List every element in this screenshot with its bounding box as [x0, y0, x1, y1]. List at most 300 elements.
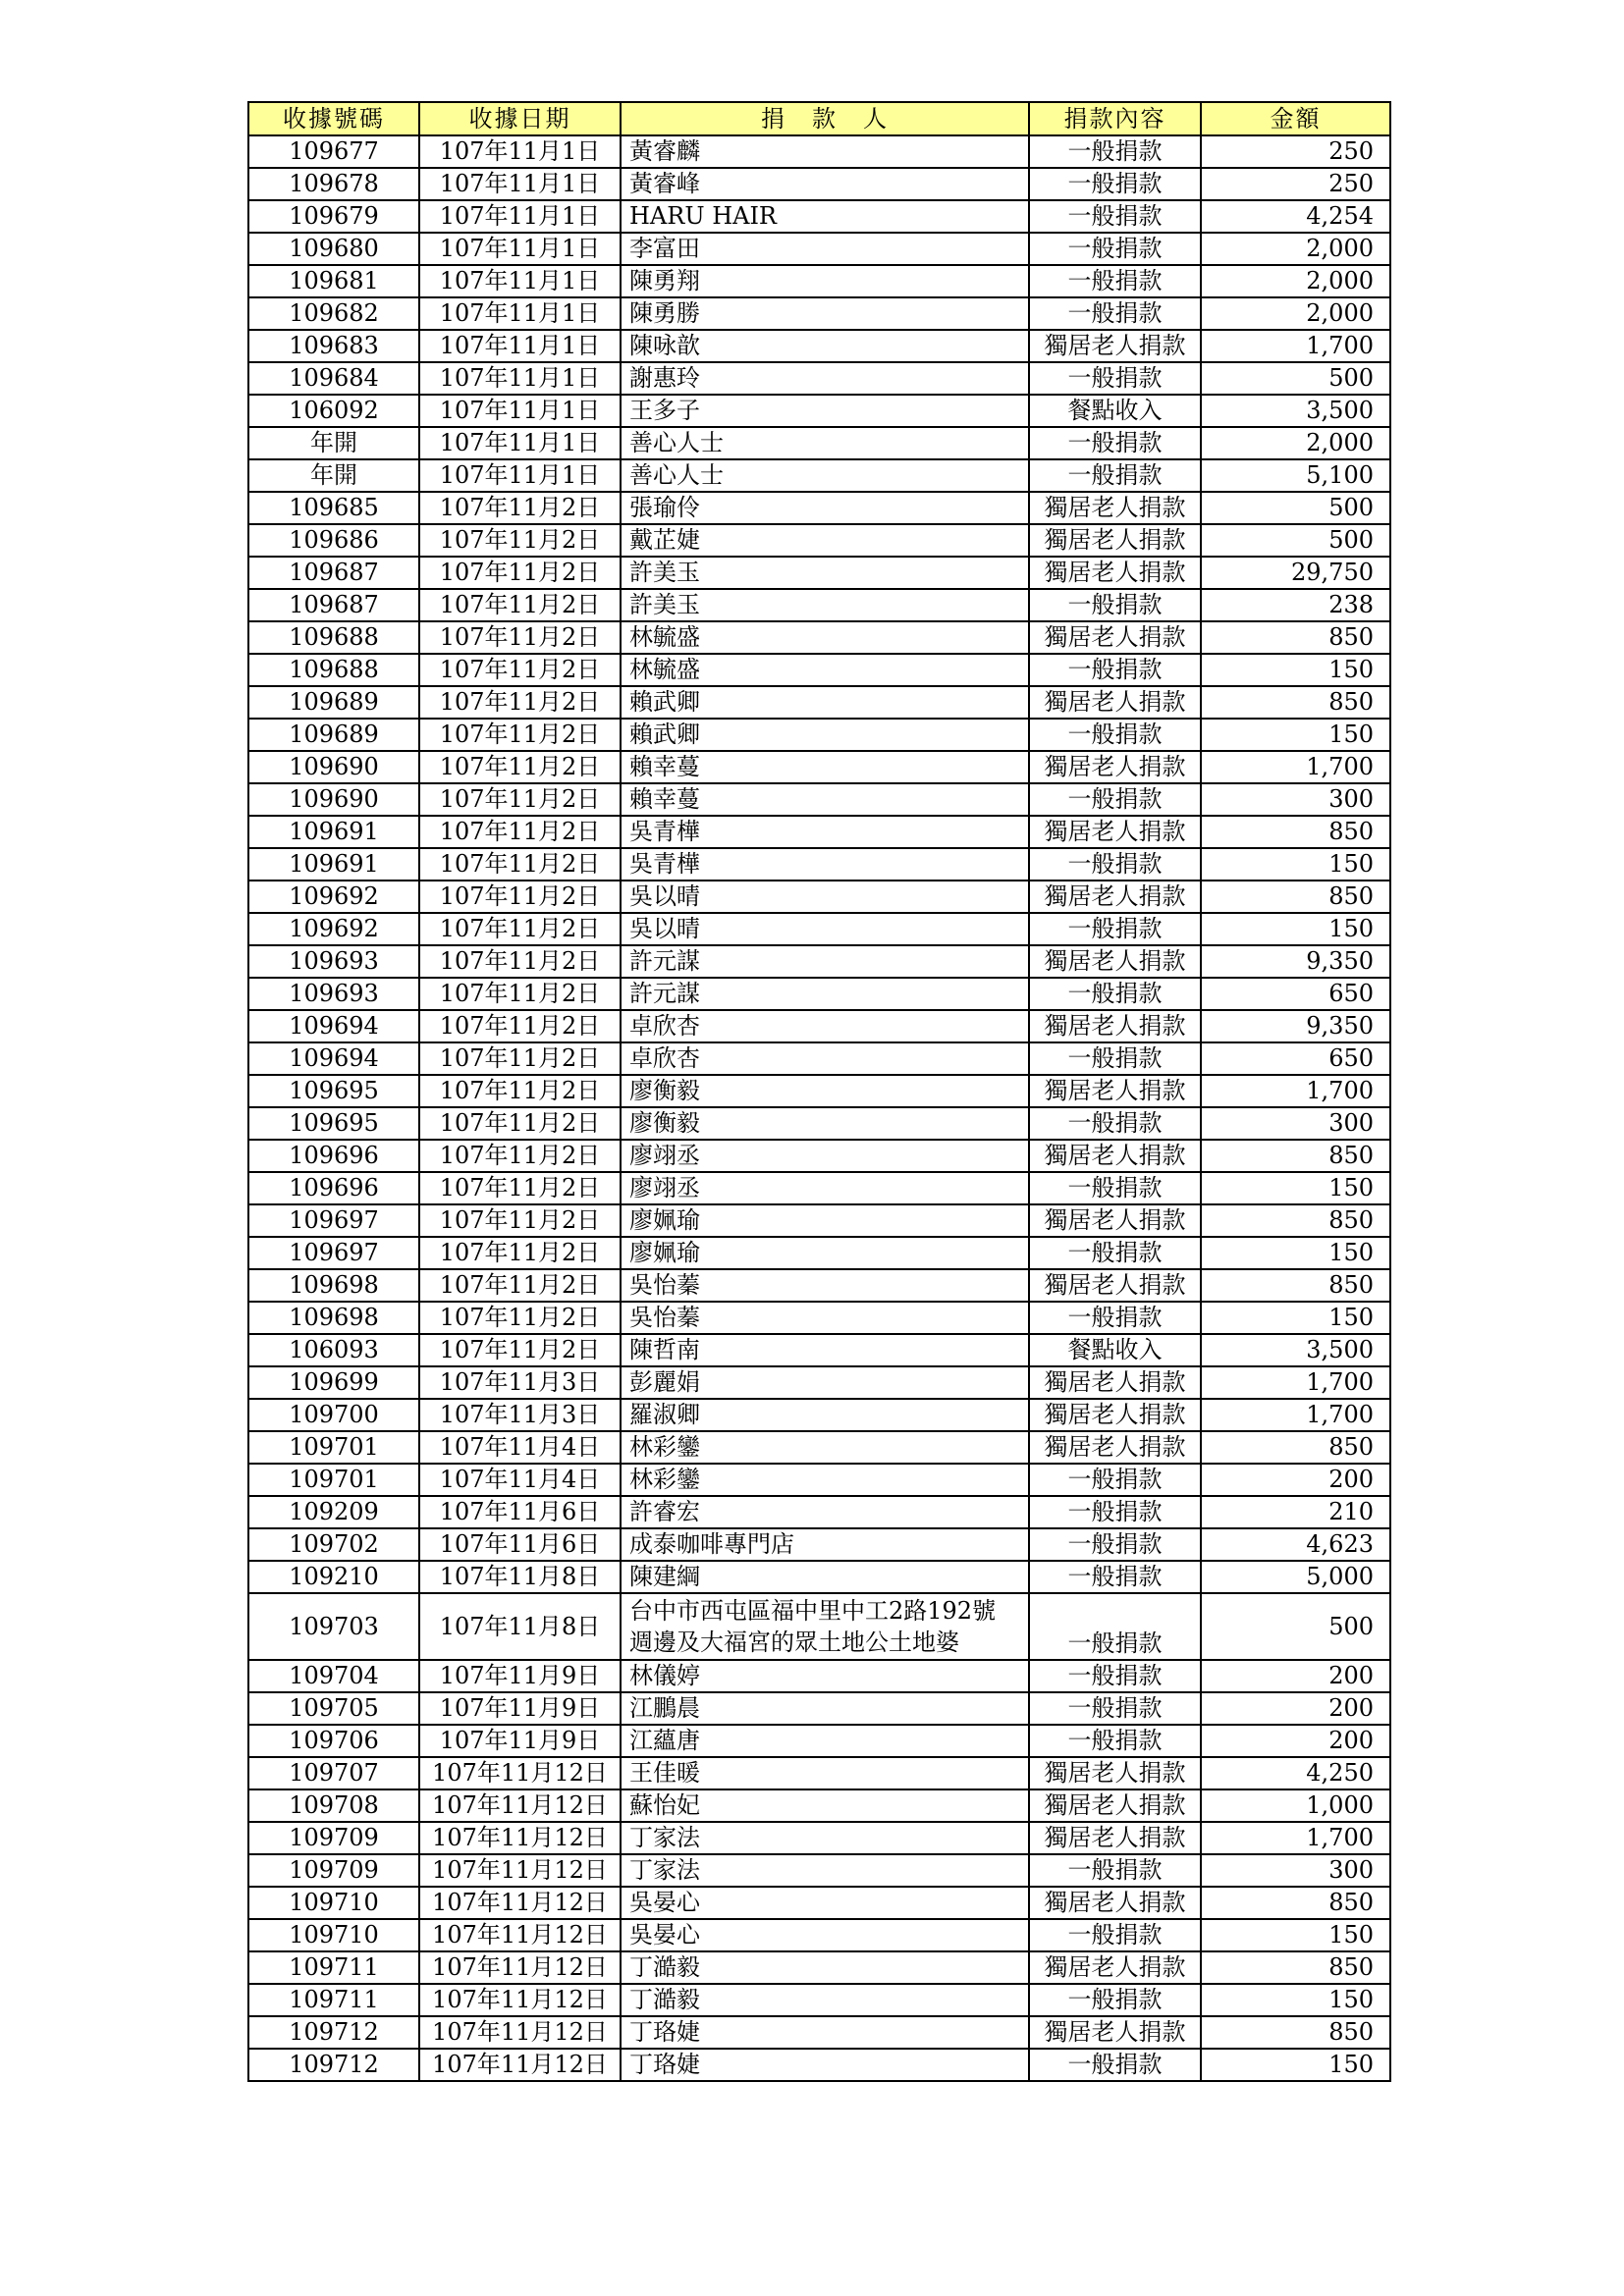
cell-amount: 200 [1201, 1660, 1390, 1692]
table-row [248, 621, 1390, 654]
cell-donation-content: 獨居老人捐款 [1029, 1269, 1201, 1302]
table-row [248, 427, 1390, 459]
table-row [248, 1660, 1390, 1692]
cell-receipt-date: 107年11月8日 [419, 1593, 621, 1660]
table-row [248, 719, 1390, 751]
cell-receipt-no: 106092 [248, 395, 419, 427]
cell-amount: 500 [1201, 492, 1390, 524]
cell-donor: 王佳暖 [621, 1757, 1029, 1789]
cell-amount: 200 [1201, 1725, 1390, 1757]
cell-receipt-no: 109678 [248, 168, 419, 200]
cell-receipt-no: 109697 [248, 1204, 419, 1237]
cell-donor: HARU HAIR [621, 200, 1029, 233]
cell-donation-content: 一般捐款 [1029, 2049, 1201, 2081]
cell-receipt-date: 107年11月12日 [419, 1822, 621, 1854]
cell-receipt-date: 107年11月12日 [419, 2016, 621, 2049]
cell-donation-content: 一般捐款 [1029, 1984, 1201, 2016]
table-row [248, 1951, 1390, 1984]
cell-donation-content: 一般捐款 [1029, 848, 1201, 881]
cell-donor: 林彩鑾 [621, 1464, 1029, 1496]
cell-donor: 廖姵瑜 [621, 1237, 1029, 1269]
cell-amount: 850 [1201, 1140, 1390, 1172]
cell-donation-content: 一般捐款 [1029, 1660, 1201, 1692]
cell-donation-content: 獨居老人捐款 [1029, 330, 1201, 362]
cell-amount: 1,700 [1201, 1822, 1390, 1854]
table-row [248, 654, 1390, 686]
cell-receipt-date: 107年11月12日 [419, 1789, 621, 1822]
table-row [248, 1366, 1390, 1399]
cell-donation-content: 獨居老人捐款 [1029, 686, 1201, 719]
cell-donation-content: 獨居老人捐款 [1029, 2016, 1201, 2049]
table-row [248, 1822, 1390, 1854]
cell-amount: 1,700 [1201, 1366, 1390, 1399]
cell-amount: 650 [1201, 1042, 1390, 1075]
table-row [248, 2016, 1390, 2049]
table-row [248, 459, 1390, 492]
cell-donation-content: 獨居老人捐款 [1029, 1075, 1201, 1107]
cell-receipt-date: 107年11月9日 [419, 1660, 621, 1692]
cell-receipt-no: 109210 [248, 1561, 419, 1593]
cell-donation-content: 獨居老人捐款 [1029, 621, 1201, 654]
cell-amount: 1,700 [1201, 1399, 1390, 1431]
cell-donation-content: 一般捐款 [1029, 1496, 1201, 1528]
cell-donation-content: 一般捐款 [1029, 135, 1201, 168]
cell-donor: 丁珞婕 [621, 2049, 1029, 2081]
cell-amount: 850 [1201, 816, 1390, 848]
table-row [248, 1399, 1390, 1431]
cell-receipt-no: 109688 [248, 654, 419, 686]
cell-receipt-no: 109696 [248, 1172, 419, 1204]
cell-donor: 丁家法 [621, 1854, 1029, 1887]
cell-donor: 卓欣杏 [621, 1042, 1029, 1075]
cell-receipt-no: 年開 [248, 459, 419, 492]
header-receipt-date: 收據日期 [419, 102, 621, 135]
table-row [248, 783, 1390, 816]
cell-donor: 賴武卿 [621, 719, 1029, 751]
table-row [248, 1757, 1390, 1789]
cell-donor: 林毓盛 [621, 654, 1029, 686]
table-row [248, 1984, 1390, 2016]
cell-receipt-date: 107年11月1日 [419, 330, 621, 362]
cell-receipt-date: 107年11月2日 [419, 524, 621, 557]
cell-receipt-date: 107年11月12日 [419, 1919, 621, 1951]
cell-donation-content: 獨居老人捐款 [1029, 557, 1201, 589]
table-row [248, 1887, 1390, 1919]
cell-donor: 丁澔毅 [621, 1951, 1029, 1984]
cell-receipt-no: 109697 [248, 1237, 419, 1269]
cell-donation-content: 一般捐款 [1029, 200, 1201, 233]
cell-donation-content: 一般捐款 [1029, 1593, 1201, 1660]
cell-amount: 150 [1201, 1237, 1390, 1269]
table-row [248, 1431, 1390, 1464]
cell-receipt-no: 109695 [248, 1107, 419, 1140]
cell-receipt-no: 109708 [248, 1789, 419, 1822]
cell-donation-content: 獨居老人捐款 [1029, 1757, 1201, 1789]
table-row [248, 1496, 1390, 1528]
table-row [248, 362, 1390, 395]
cell-donor: 李富田 [621, 233, 1029, 265]
cell-receipt-date: 107年11月3日 [419, 1399, 621, 1431]
cell-receipt-date: 107年11月1日 [419, 427, 621, 459]
cell-donation-content: 獨居老人捐款 [1029, 1887, 1201, 1919]
cell-donor: 王多子 [621, 395, 1029, 427]
cell-receipt-date: 107年11月2日 [419, 557, 621, 589]
cell-receipt-no: 109698 [248, 1302, 419, 1334]
cell-donation-content: 一般捐款 [1029, 719, 1201, 751]
cell-donor: 黃睿峰 [621, 168, 1029, 200]
cell-donor: 廖衡毅 [621, 1107, 1029, 1140]
cell-amount: 4,623 [1201, 1528, 1390, 1561]
cell-amount: 500 [1201, 524, 1390, 557]
cell-donor: 吳以晴 [621, 913, 1029, 945]
table-row [248, 1593, 1390, 1660]
cell-donor: 卓欣杏 [621, 1010, 1029, 1042]
cell-receipt-no: 109685 [248, 492, 419, 524]
cell-receipt-date: 107年11月2日 [419, 783, 621, 816]
table-row [248, 1334, 1390, 1366]
cell-receipt-date: 107年11月2日 [419, 1107, 621, 1140]
header-donor: 捐 款 人 [621, 102, 1029, 135]
cell-receipt-date: 107年11月2日 [419, 719, 621, 751]
cell-donation-content: 一般捐款 [1029, 1919, 1201, 1951]
cell-donor: 陳咏歆 [621, 330, 1029, 362]
cell-receipt-date: 107年11月2日 [419, 1269, 621, 1302]
cell-donor: 林毓盛 [621, 621, 1029, 654]
cell-receipt-no: 109690 [248, 751, 419, 783]
cell-receipt-date: 107年11月1日 [419, 200, 621, 233]
cell-donor: 賴幸蔓 [621, 783, 1029, 816]
cell-receipt-date: 107年11月12日 [419, 1887, 621, 1919]
cell-amount: 210 [1201, 1496, 1390, 1528]
cell-donor: 成泰咖啡專門店 [621, 1528, 1029, 1561]
cell-receipt-date: 107年11月1日 [419, 168, 621, 200]
cell-donor: 陳勇翔 [621, 265, 1029, 297]
cell-receipt-no: 109696 [248, 1140, 419, 1172]
table-row [248, 200, 1390, 233]
cell-receipt-no: 109209 [248, 1496, 419, 1528]
cell-donor: 丁家法 [621, 1822, 1029, 1854]
cell-amount: 150 [1201, 654, 1390, 686]
cell-donor: 許元謀 [621, 978, 1029, 1010]
cell-donor: 林儀婷 [621, 1660, 1029, 1692]
cell-amount: 200 [1201, 1692, 1390, 1725]
cell-donor: 吳青樺 [621, 848, 1029, 881]
cell-donation-content: 一般捐款 [1029, 362, 1201, 395]
table-row [248, 557, 1390, 589]
cell-donor: 賴武卿 [621, 686, 1029, 719]
cell-donor: 羅淑卿 [621, 1399, 1029, 1431]
cell-receipt-no: 109691 [248, 816, 419, 848]
cell-receipt-no: 109701 [248, 1464, 419, 1496]
cell-donor: 黃睿麟 [621, 135, 1029, 168]
cell-receipt-date: 107年11月8日 [419, 1561, 621, 1593]
cell-receipt-no: 109684 [248, 362, 419, 395]
cell-receipt-no: 109688 [248, 621, 419, 654]
cell-donor: 吳晏心 [621, 1919, 1029, 1951]
table-row [248, 168, 1390, 200]
cell-amount: 1,700 [1201, 751, 1390, 783]
cell-receipt-date: 107年11月1日 [419, 233, 621, 265]
table-row [248, 848, 1390, 881]
cell-receipt-date: 107年11月2日 [419, 1075, 621, 1107]
cell-amount: 2,000 [1201, 265, 1390, 297]
cell-donation-content: 獨居老人捐款 [1029, 1431, 1201, 1464]
cell-donation-content: 獨居老人捐款 [1029, 816, 1201, 848]
cell-amount: 2,000 [1201, 233, 1390, 265]
cell-donor: 善心人士 [621, 427, 1029, 459]
cell-receipt-no: 109706 [248, 1725, 419, 1757]
cell-receipt-no: 109679 [248, 200, 419, 233]
header-receipt-no: 收據號碼 [248, 102, 419, 135]
cell-amount: 850 [1201, 881, 1390, 913]
cell-donor: 吳怡蓁 [621, 1269, 1029, 1302]
cell-receipt-no: 109687 [248, 557, 419, 589]
cell-receipt-date: 107年11月2日 [419, 654, 621, 686]
cell-amount: 4,250 [1201, 1757, 1390, 1789]
cell-donor: 戴芷婕 [621, 524, 1029, 557]
cell-amount: 1,700 [1201, 330, 1390, 362]
cell-amount: 1,000 [1201, 1789, 1390, 1822]
cell-amount: 250 [1201, 168, 1390, 200]
table-row [248, 1854, 1390, 1887]
cell-amount: 850 [1201, 1887, 1390, 1919]
cell-donor: 許元謀 [621, 945, 1029, 978]
table-row [248, 330, 1390, 362]
table-row [248, 1528, 1390, 1561]
cell-donation-content: 獨居老人捐款 [1029, 524, 1201, 557]
table-row [248, 1269, 1390, 1302]
cell-receipt-date: 107年11月2日 [419, 1042, 621, 1075]
cell-receipt-no: 109683 [248, 330, 419, 362]
cell-donation-content: 一般捐款 [1029, 1107, 1201, 1140]
cell-receipt-date: 107年11月12日 [419, 1854, 621, 1887]
cell-donor: 謝惠玲 [621, 362, 1029, 395]
cell-donor: 廖翊丞 [621, 1172, 1029, 1204]
cell-receipt-no: 109692 [248, 913, 419, 945]
cell-amount: 650 [1201, 978, 1390, 1010]
cell-donor: 吳怡蓁 [621, 1302, 1029, 1334]
cell-donation-content: 一般捐款 [1029, 1302, 1201, 1334]
cell-amount: 2,000 [1201, 297, 1390, 330]
cell-donor: 彭麗娟 [621, 1366, 1029, 1399]
cell-amount: 850 [1201, 1204, 1390, 1237]
cell-receipt-date: 107年11月12日 [419, 1951, 621, 1984]
cell-donor: 丁珞婕 [621, 2016, 1029, 2049]
table-row [248, 751, 1390, 783]
cell-amount: 250 [1201, 135, 1390, 168]
cell-amount: 850 [1201, 1951, 1390, 1984]
cell-receipt-date: 107年11月6日 [419, 1496, 621, 1528]
cell-receipt-no: 109698 [248, 1269, 419, 1302]
cell-amount: 850 [1201, 686, 1390, 719]
cell-amount: 850 [1201, 621, 1390, 654]
cell-amount: 850 [1201, 1431, 1390, 1464]
cell-receipt-no: 109710 [248, 1919, 419, 1951]
table-row [248, 492, 1390, 524]
cell-receipt-no: 109691 [248, 848, 419, 881]
table-row [248, 881, 1390, 913]
table-row [248, 233, 1390, 265]
cell-receipt-date: 107年11月2日 [419, 686, 621, 719]
cell-receipt-date: 107年11月2日 [419, 816, 621, 848]
cell-amount: 300 [1201, 1854, 1390, 1887]
cell-donation-content: 一般捐款 [1029, 1725, 1201, 1757]
cell-receipt-date: 107年11月1日 [419, 362, 621, 395]
cell-receipt-date: 107年11月2日 [419, 751, 621, 783]
cell-receipt-no: 109677 [248, 135, 419, 168]
cell-amount: 1,700 [1201, 1075, 1390, 1107]
cell-receipt-date: 107年11月2日 [419, 621, 621, 654]
cell-donation-content: 一般捐款 [1029, 589, 1201, 621]
cell-receipt-date: 107年11月1日 [419, 265, 621, 297]
cell-amount: 238 [1201, 589, 1390, 621]
cell-donor: 許美玉 [621, 589, 1029, 621]
cell-receipt-date: 107年11月2日 [419, 945, 621, 978]
cell-receipt-date: 107年11月1日 [419, 395, 621, 427]
cell-amount: 150 [1201, 719, 1390, 751]
cell-amount: 300 [1201, 783, 1390, 816]
cell-amount: 5,000 [1201, 1561, 1390, 1593]
cell-amount: 500 [1201, 362, 1390, 395]
cell-receipt-no: 109686 [248, 524, 419, 557]
table-row [248, 265, 1390, 297]
cell-receipt-no: 109682 [248, 297, 419, 330]
cell-donation-content: 一般捐款 [1029, 1042, 1201, 1075]
table-row [248, 135, 1390, 168]
cell-receipt-no: 109702 [248, 1528, 419, 1561]
cell-receipt-date: 107年11月3日 [419, 1366, 621, 1399]
cell-donation-content: 獨居老人捐款 [1029, 1399, 1201, 1431]
table-row [248, 1204, 1390, 1237]
cell-donor: 台中市西屯區福中里中工2路192號 週邊及大福宮的眾土地公土地婆 [621, 1593, 1029, 1660]
table-row [248, 1010, 1390, 1042]
cell-amount: 9,350 [1201, 945, 1390, 978]
cell-donor: 吳晏心 [621, 1887, 1029, 1919]
table-row [248, 686, 1390, 719]
cell-donation-content: 獨居老人捐款 [1029, 1951, 1201, 1984]
cell-donation-content: 一般捐款 [1029, 654, 1201, 686]
table-row [248, 1237, 1390, 1269]
cell-receipt-date: 107年11月2日 [419, 1334, 621, 1366]
cell-receipt-date: 107年11月2日 [419, 881, 621, 913]
cell-donation-content: 一般捐款 [1029, 459, 1201, 492]
cell-donor: 江蘊唐 [621, 1725, 1029, 1757]
cell-receipt-no: 109690 [248, 783, 419, 816]
cell-receipt-no: 109703 [248, 1593, 419, 1660]
cell-receipt-date: 107年11月1日 [419, 135, 621, 168]
cell-donation-content: 一般捐款 [1029, 1561, 1201, 1593]
cell-receipt-no: 109712 [248, 2049, 419, 2081]
table-row [248, 2049, 1390, 2081]
cell-donation-content: 一般捐款 [1029, 1237, 1201, 1269]
cell-donation-content: 一般捐款 [1029, 233, 1201, 265]
cell-receipt-no: 106093 [248, 1334, 419, 1366]
cell-donation-content: 一般捐款 [1029, 1692, 1201, 1725]
cell-amount: 3,500 [1201, 395, 1390, 427]
cell-donor: 陳勇勝 [621, 297, 1029, 330]
table-row [248, 1107, 1390, 1140]
cell-donation-content: 一般捐款 [1029, 1172, 1201, 1204]
cell-donor: 江鵬晨 [621, 1692, 1029, 1725]
cell-receipt-date: 107年11月2日 [419, 848, 621, 881]
donation-table [247, 101, 1391, 2082]
table-row [248, 1302, 1390, 1334]
cell-receipt-no: 109687 [248, 589, 419, 621]
header-donation-content: 捐款內容 [1029, 102, 1201, 135]
header-row [248, 102, 1390, 135]
cell-donor: 賴幸蔓 [621, 751, 1029, 783]
cell-donation-content: 一般捐款 [1029, 265, 1201, 297]
cell-donation-content: 獨居老人捐款 [1029, 945, 1201, 978]
table-row [248, 1561, 1390, 1593]
table-row [248, 395, 1390, 427]
cell-donation-content: 一般捐款 [1029, 1464, 1201, 1496]
cell-amount: 150 [1201, 1984, 1390, 2016]
cell-donor: 丁澔毅 [621, 1984, 1029, 2016]
cell-donation-content: 獨居老人捐款 [1029, 1366, 1201, 1399]
cell-receipt-date: 107年11月9日 [419, 1692, 621, 1725]
cell-receipt-date: 107年11月2日 [419, 1010, 621, 1042]
cell-donor: 許睿宏 [621, 1496, 1029, 1528]
cell-donor: 林彩鑾 [621, 1431, 1029, 1464]
table-row [248, 589, 1390, 621]
cell-amount: 850 [1201, 1269, 1390, 1302]
cell-donor: 吳以晴 [621, 881, 1029, 913]
cell-amount: 150 [1201, 2049, 1390, 2081]
cell-receipt-no: 109710 [248, 1887, 419, 1919]
cell-receipt-no: 109689 [248, 686, 419, 719]
cell-donation-content: 一般捐款 [1029, 1528, 1201, 1561]
table-row [248, 1692, 1390, 1725]
cell-receipt-date: 107年11月2日 [419, 492, 621, 524]
cell-receipt-no: 109694 [248, 1042, 419, 1075]
cell-receipt-no: 109707 [248, 1757, 419, 1789]
cell-receipt-no: 109693 [248, 945, 419, 978]
table-row [248, 1919, 1390, 1951]
cell-donation-content: 一般捐款 [1029, 978, 1201, 1010]
cell-amount: 5,100 [1201, 459, 1390, 492]
table-row [248, 945, 1390, 978]
cell-donor: 許美玉 [621, 557, 1029, 589]
cell-receipt-date: 107年11月2日 [419, 589, 621, 621]
cell-receipt-date: 107年11月2日 [419, 913, 621, 945]
cell-receipt-no: 109680 [248, 233, 419, 265]
cell-amount: 150 [1201, 913, 1390, 945]
cell-receipt-date: 107年11月2日 [419, 1172, 621, 1204]
cell-donation-content: 獨居老人捐款 [1029, 1140, 1201, 1172]
cell-amount: 29,750 [1201, 557, 1390, 589]
cell-donation-content: 獨居老人捐款 [1029, 1822, 1201, 1854]
cell-amount: 150 [1201, 1919, 1390, 1951]
cell-receipt-no: 109699 [248, 1366, 419, 1399]
cell-donor: 廖衡毅 [621, 1075, 1029, 1107]
cell-amount: 850 [1201, 2016, 1390, 2049]
cell-receipt-no: 109689 [248, 719, 419, 751]
cell-receipt-no: 109700 [248, 1399, 419, 1431]
table-row [248, 978, 1390, 1010]
cell-receipt-no: 109712 [248, 2016, 419, 2049]
cell-donor: 張瑜伶 [621, 492, 1029, 524]
cell-donation-content: 一般捐款 [1029, 297, 1201, 330]
cell-donation-content: 一般捐款 [1029, 783, 1201, 816]
cell-receipt-date: 107年11月1日 [419, 297, 621, 330]
cell-amount: 150 [1201, 1172, 1390, 1204]
cell-receipt-no: 109709 [248, 1854, 419, 1887]
table-row [248, 913, 1390, 945]
cell-amount: 2,000 [1201, 427, 1390, 459]
table-row [248, 816, 1390, 848]
cell-receipt-no: 109681 [248, 265, 419, 297]
